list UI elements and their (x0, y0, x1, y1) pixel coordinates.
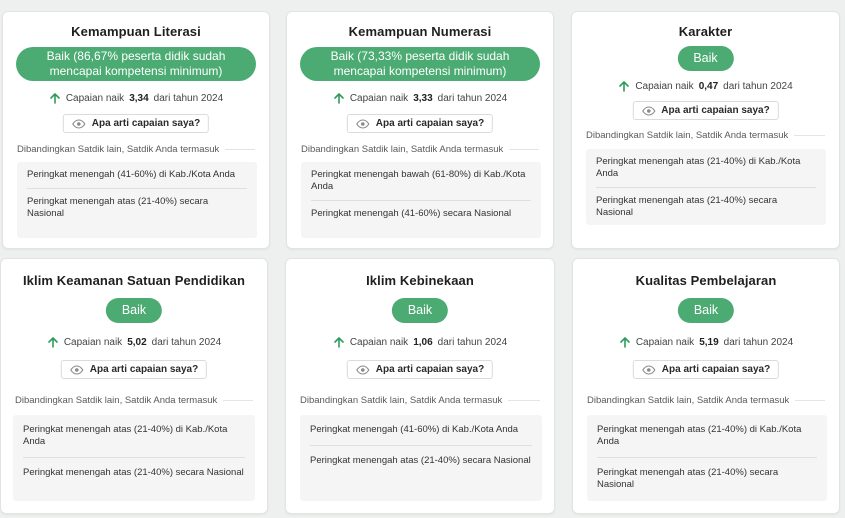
compare-label: Dibandingkan Satdik lain, Satdik Anda termasuk (586, 130, 789, 141)
status-badge: Baik (106, 298, 162, 323)
rank-local: Peringkat menengah (41-60%) di Kab./Kota Anda (310, 424, 519, 435)
arrow-up-icon (619, 336, 631, 348)
compare-row (587, 395, 825, 406)
arrow-up-icon (47, 336, 59, 348)
status-badge: Baik (678, 298, 734, 323)
info-button-label: Apa arti capaian saya? (89, 364, 199, 375)
trend-prefix: Capaian naik (63, 336, 123, 348)
card-kemampuan-literasi (2, 11, 270, 249)
divider (509, 149, 539, 150)
rank-national: Peringkat menengah atas (21-40%) secara Nasional (27, 188, 247, 227)
trend-row (286, 336, 554, 348)
info-button[interactable] (632, 101, 778, 120)
info-button-label: Apa arti capaian saya? (661, 364, 771, 375)
info-button[interactable] (633, 360, 779, 379)
eye-icon (356, 119, 370, 129)
rank-box (301, 162, 541, 238)
trend-prefix: Capaian naik (65, 92, 125, 104)
rank-box (300, 415, 542, 501)
card-karakter (571, 11, 840, 249)
rank-national: Peringkat menengah atas (21-40%) secara Nasional (23, 457, 245, 488)
compare-label: Dibandingkan Satdik lain, Satdik Anda termasuk (17, 144, 220, 155)
trend-row (1, 336, 267, 348)
status-badge: Baik (73,33% peserta didik sudah mencapai kompetensi minimum) (300, 47, 540, 81)
trend-value: 3,33 (413, 92, 433, 104)
trend-prefix: Capaian naik (349, 92, 409, 104)
info-button-label: Apa arti capaian saya? (375, 364, 485, 375)
trend-suffix: dari tahun 2024 (151, 336, 222, 348)
trend-row (572, 80, 839, 92)
rank-national: Peringkat menengah atas (21-40%) secara Nasional (597, 457, 817, 500)
compare-row (301, 144, 539, 155)
rank-local: Peringkat menengah atas (21-40%) di Kab./Kota Anda (23, 424, 228, 447)
info-button[interactable] (63, 114, 209, 133)
info-button[interactable] (61, 360, 207, 379)
arrow-up-icon (333, 92, 345, 104)
compare-row (15, 395, 253, 406)
trend-suffix: dari tahun 2024 (723, 80, 793, 92)
trend-prefix: Capaian naik (635, 336, 695, 348)
compare-label: Dibandingkan Satdik lain, Satdik Anda termasuk (15, 395, 218, 406)
compare-label: Dibandingkan Satdik lain, Satdik Anda termasuk (587, 395, 790, 406)
info-button[interactable] (347, 360, 493, 379)
rank-box (586, 149, 826, 225)
trend-value: 1,06 (413, 336, 433, 348)
trend-value: 5,02 (127, 336, 147, 348)
compare-label: Dibandingkan Satdik lain, Satdik Anda termasuk (300, 395, 503, 406)
rank-box (17, 162, 257, 238)
info-button-label: Apa arti capaian saya? (375, 118, 485, 129)
trend-row (287, 92, 553, 104)
card-title: Iklim Keamanan Satuan Pendidikan (22, 273, 246, 288)
rank-national: Peringkat menengah atas (21-40%) secara Nasional (596, 187, 816, 226)
trend-suffix: dari tahun 2024 (723, 336, 794, 348)
trend-value: 3,34 (129, 92, 149, 104)
rank-local: Peringkat menengah (41-60%) di Kab./Kota Anda (27, 169, 236, 180)
rank-box (13, 415, 255, 501)
divider (223, 400, 253, 401)
card-iklim-kebinekaan (285, 258, 555, 514)
info-button-label: Apa arti capaian saya? (91, 118, 201, 129)
eye-icon (72, 119, 86, 129)
card-kemampuan-numerasi (286, 11, 554, 249)
eye-icon (642, 365, 656, 375)
status-badge: Baik (86,67% peserta didik sudah mencapai kompetensi minimum) (16, 47, 256, 81)
compare-label: Dibandingkan Satdik lain, Satdik Anda termasuk (301, 144, 504, 155)
card-kualitas-pembelajaran (572, 258, 840, 514)
status-badge: Baik (392, 298, 448, 323)
eye-icon (356, 365, 370, 375)
card-title: Kemampuan Numerasi (348, 24, 492, 39)
rank-local: Peringkat menengah atas (21-40%) di Kab./Kota Anda (597, 424, 802, 447)
rank-national: Peringkat menengah atas (21-40%) secara Nasional (310, 445, 532, 476)
trend-row (573, 336, 839, 348)
rank-box (587, 415, 827, 501)
card-title: Iklim Kebinekaan (366, 273, 474, 288)
info-button[interactable] (347, 114, 493, 133)
rank-local: Peringkat menengah atas (21-40%) di Kab./Kota Anda (596, 156, 801, 179)
divider (794, 135, 825, 136)
divider (795, 400, 825, 401)
divider (225, 149, 255, 150)
trend-suffix: dari tahun 2024 (153, 92, 224, 104)
status-badge: Baik (677, 46, 733, 71)
divider (508, 400, 540, 401)
arrow-up-icon (333, 336, 345, 348)
eye-icon (70, 365, 84, 375)
eye-icon (641, 106, 655, 116)
compare-row (586, 130, 825, 141)
card-title: Kualitas Pembelajaran (635, 273, 777, 288)
arrow-up-icon (618, 80, 630, 92)
trend-suffix: dari tahun 2024 (437, 336, 508, 348)
compare-row (17, 144, 255, 155)
trend-prefix: Capaian naik (349, 336, 409, 348)
trend-suffix: dari tahun 2024 (437, 92, 508, 104)
trend-value: 0,47 (698, 80, 719, 92)
rank-national: Peringkat menengah (41-60%) secara Nasional (311, 200, 531, 227)
rank-local: Peringkat menengah bawah (61-80%) di Kab./Kota Anda (311, 169, 526, 192)
card-title: Karakter (678, 24, 733, 39)
card-title: Kemampuan Literasi (71, 24, 201, 39)
arrow-up-icon (49, 92, 61, 104)
compare-row (300, 395, 540, 406)
trend-row (3, 92, 269, 104)
card-iklim-keamanan (0, 258, 268, 514)
info-button-label: Apa arti capaian saya? (661, 105, 770, 116)
trend-prefix: Capaian naik (635, 80, 694, 92)
trend-value: 5,19 (699, 336, 719, 348)
